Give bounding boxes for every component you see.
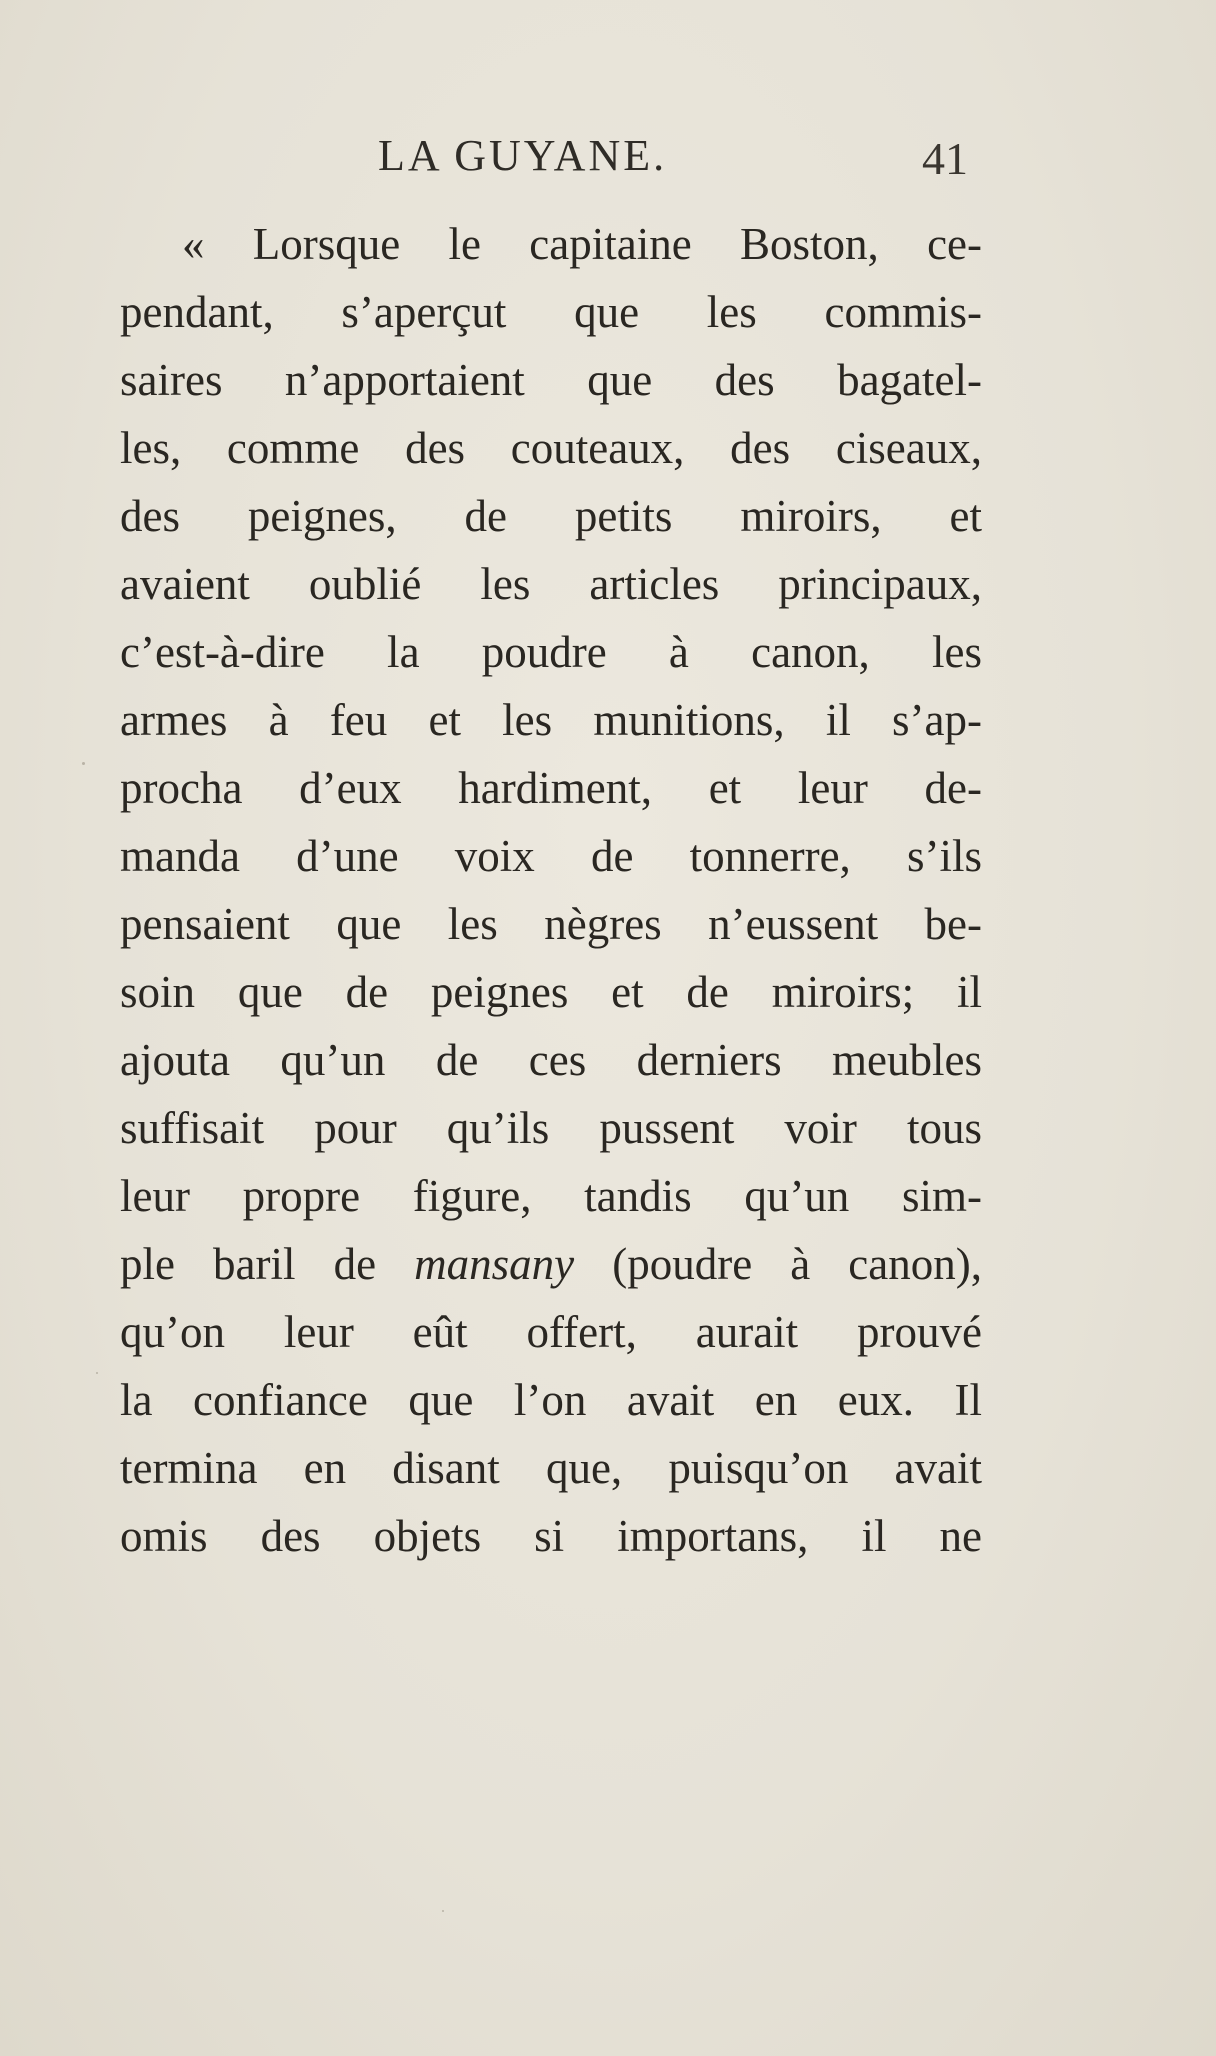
text-line-18: la confiance que l’on avait en eux. Il: [120, 1375, 982, 1425]
text-line-15: leur propre figure, tandis qu’un sim-: [120, 1171, 982, 1221]
text-line-16-start: ple baril de: [120, 1239, 415, 1289]
running-head: [120, 130, 980, 190]
text-line-2: pendant, s’aperçut que les commis-: [120, 287, 982, 337]
page-number: 41: [922, 133, 968, 184]
text-line-20: omis des objets si importans, il ne: [120, 1511, 982, 1561]
text-line-19: termina en disant que, puisqu’on avait: [120, 1443, 982, 1493]
paper-speck: [96, 1372, 98, 1374]
paper-speck: [82, 762, 85, 765]
text-line-9: procha d’eux hardiment, et leur de-: [120, 763, 982, 813]
paper-speck: [442, 1910, 444, 1912]
text-line-6: avaient oublié les articles principaux,: [120, 559, 982, 609]
text-line-13: ajouta qu’un de ces derniers meubles: [120, 1035, 982, 1085]
text-line-1: « Lorsque le capitaine Boston, ce-: [182, 219, 982, 269]
italic-term: mansany: [414, 1239, 575, 1289]
text-line-3: saires n’apportaient que des bagatel-: [120, 355, 982, 405]
text-line-17: qu’on leur eût offert, aurait prouvé: [120, 1307, 982, 1357]
text-line-16-end: (poudre à canon),: [574, 1239, 982, 1289]
text-line-11: pensaient que les nègres n’eussent be-: [120, 899, 982, 949]
text-line-16: [120, 1230, 982, 1298]
text-line-8: armes à feu et les munitions, il s’ap-: [120, 695, 982, 745]
text-line-12: soin que de peignes et de miroirs; il: [120, 967, 982, 1017]
body-text: [120, 210, 982, 1570]
text-line-10: manda d’une voix de tonnerre, s’ils: [120, 831, 982, 881]
text-line-14: suffisait pour qu’ils pussent voir tous: [120, 1103, 982, 1153]
running-title: LA GUYANE.: [378, 131, 668, 180]
text-line-5: des peignes, de petits miroirs, et: [120, 491, 982, 541]
text-line-7: c’est-à-dire la poudre à canon, les: [120, 627, 982, 677]
text-line-4: les, comme des couteaux, des ciseaux,: [120, 423, 982, 473]
